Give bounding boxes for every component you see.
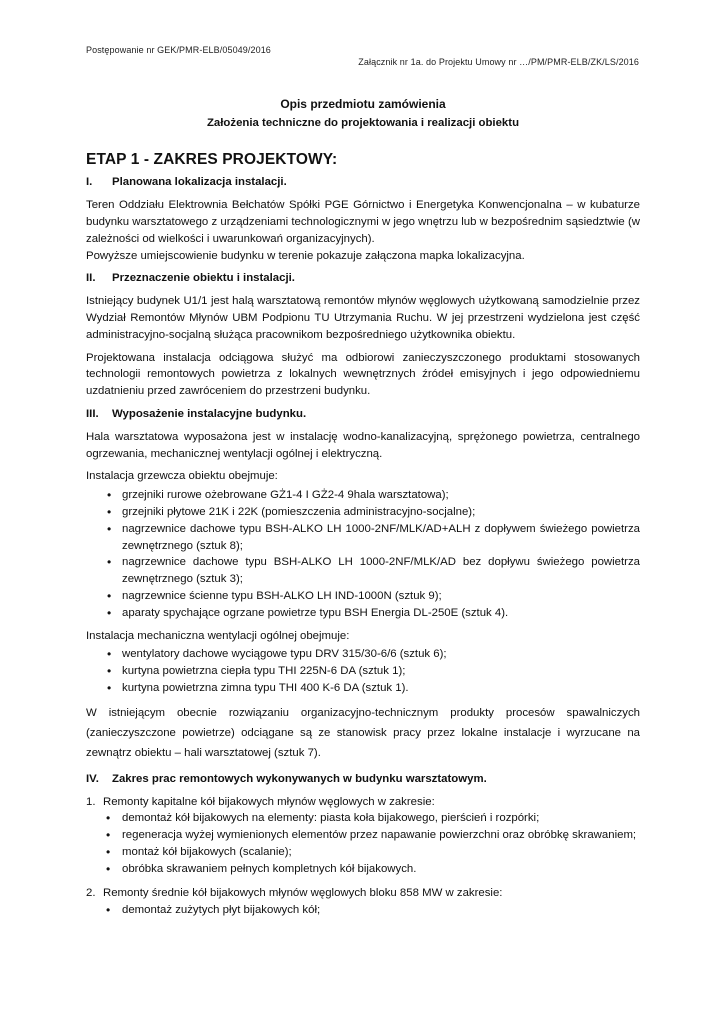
list-item: • demontaż zużytych płyt bijakowych kół; (86, 902, 640, 919)
list-item: • grzejniki płytowe 21K i 22K (pomieszczenia administracyjno-socjalne); (86, 504, 640, 521)
header-case-number: Postępowanie nr GEK/PMR-ELB/05049/2016 (86, 45, 271, 55)
list-item: • nagrzewnice dachowe typu BSH-ALKO LH 1000-2NF/MLK/AD+ALH z dopływem świeżego powietrza zewnętrznego (sztuk 8); (86, 521, 640, 555)
paragraph: Instalacja grzewcza obiektu obejmuje: (86, 470, 278, 483)
section-heading-3 (86, 406, 640, 423)
list-item: • nagrzewnice ścienne typu BSH-ALKO LH IND-1000N (sztuk 9); (86, 588, 640, 605)
list-item: • grzejniki rurowe ożebrowane GŻ1-4 I GŻ2-4 9hala warsztatowa); (86, 487, 640, 504)
section-heading-4 (86, 771, 640, 788)
section-title: Przeznaczenie obiektu i instalacji. (112, 272, 295, 285)
list-item: • obróbka skrawaniem pełnych kompletnych kół bijakowych. (86, 861, 640, 878)
section-number: III. (86, 407, 99, 420)
list-item: • demontaż kół bijakowych na elementy: piasta koła bijakowego, pierścień i rozpórki; (86, 810, 640, 827)
section-title: Planowana lokalizacja instalacji. (112, 176, 287, 189)
paragraph: Powyższe umiejscowienie budynku w terenie pokazuje załączona mapka lokalizacyjna. (86, 249, 525, 262)
section-title: Wyposażenie instalacyjne budynku. (112, 407, 307, 420)
paragraph: Instalacja mechaniczna wentylacji ogólnej obejmuje: (86, 629, 350, 642)
section-number: I. (86, 176, 93, 189)
item-text: Remonty kapitalne kół bijakowych młynów węglowych w zakresie: (103, 795, 435, 808)
ventilation-list (86, 646, 640, 696)
paragraph: W istniejącym obecnie rozwiązaniu organizacyjno-technicznym produkty procesów spawalniczych (zanieczyszczone powietrze) odciągane są ze stanowisk pracy przez lokalne instalacje i wyrzucane na zewnątrz obiektu – hali warsztatowej (sztuk 7). (86, 706, 640, 759)
list-item: • aparaty spychające ogrzane powietrze typu BSH Energia DL-250E (sztuk 4). (86, 605, 640, 622)
stage-heading: ETAP 1 - ZAKRES PROJEKTOWY: (86, 150, 338, 168)
list-item: • montaż kół bijakowych (scalanie); (86, 844, 640, 861)
heating-list (86, 487, 640, 621)
numbered-item (86, 885, 640, 902)
numbered-item (86, 794, 640, 811)
section-heading-1 (86, 174, 640, 191)
paragraph: Hala warsztatowa wyposażona jest w instalację wodno-kanalizacyjną, sprężonego powietrza, centralnego ogrzewania, mechanicznej wentylacji ogólnej i elektryczną. (86, 430, 640, 460)
sub-list (86, 902, 640, 919)
section-title: Zakres prac remontowych wykonywanych w budynku warsztatowym. (112, 772, 487, 785)
item-number: 1. (86, 795, 96, 808)
list-item: • nagrzewnice dachowe typu BSH-ALKO LH 1000-2NF/MLK/AD bez dopływu świeżego powietrza zewnętrznego (sztuk 3); (86, 554, 640, 588)
page-title: Opis przedmiotu zamówienia (280, 97, 446, 111)
paragraph: Istniejący budynek U1/1 jest halą warsztatową remontów młynów węglowych użytkowaną samodzielnie przez Wydział Remontów Młynów UBM Podpionu TU Utrzymania Ruchu. W jej przestrzeni wydzielona jest część administracyjno-socjalną służąca pracownikom bezpośredniego użytkownika obiektu. (86, 295, 640, 341)
section-heading-2 (86, 270, 640, 287)
sub-list (86, 810, 640, 877)
header-attachment: Załącznik nr 1a. do Projektu Umowy nr …/PM/PMR-ELB/ZK/LS/2016 (358, 57, 639, 67)
list-item: • regeneracja wyżej wymienionych elementów przez napawanie powierzchni oraz obróbkę skrawaniem; (86, 827, 640, 844)
page-subtitle: Założenia techniczne do projektowania i realizacji obiektu (206, 116, 520, 129)
paragraph: Teren Oddziału Elektrownia Bełchatów Spółki PGE Górnictwo i Energetyka Konwencjonalna – w kubaturze budynku warsztatowego z urządzeniami technologicznymi w jego wnętrzu lub w bezpośrednim sąsiedztwie (w zależności od wielkości i uwarunkowań organizacyjnych). (86, 199, 640, 245)
list-item: • kurtyna powietrzna ciepła typu THI 225N-6 DA (sztuk 1); (86, 663, 640, 680)
item-text: Remonty średnie kół bijakowych młynów węglowych bloku 858 MW w zakresie: (103, 887, 503, 900)
item-number: 2. (86, 887, 96, 900)
document-body (86, 96, 640, 925)
section-number: IV. (86, 772, 99, 785)
list-item: • wentylatory dachowe wyciągowe typu DRV 315/30-6/6 (sztuk 6); (86, 646, 640, 663)
list-item: • kurtyna powietrzna zimna typu THI 400 K-6 DA (sztuk 1). (86, 680, 640, 697)
section-number: II. (86, 272, 96, 285)
paragraph: Projektowana instalacja odciągowa służyć ma odbiorowi zanieczyszczonego produktami stosowanych technologii remontowych powietrza z lokalnych wewnętrznych źródeł emisyjnych i jego odpowiedniemu uzdatnieniu przed zawróceniem do przestrzeni budynku. (86, 351, 640, 398)
